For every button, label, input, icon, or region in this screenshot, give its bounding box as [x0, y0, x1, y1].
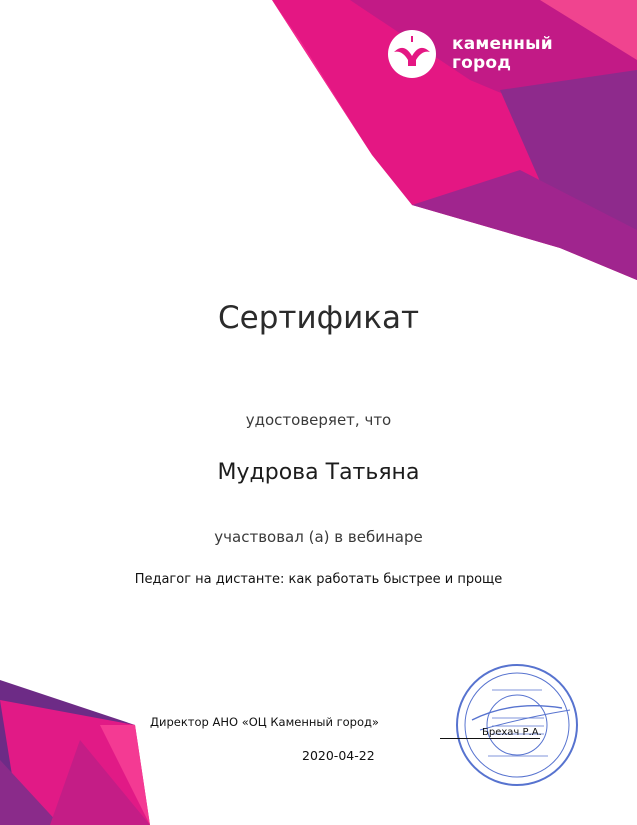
signer-name: Брехач Р.А. [482, 727, 542, 738]
company-logo [386, 26, 576, 86]
certifies-text: удостоверяет, что [245, 411, 392, 429]
director-label: Директор АНО «ОЦ Каменный город» [150, 715, 379, 729]
logo-line-1: каменный [452, 34, 553, 54]
logo-icon [386, 26, 442, 82]
logo-wordmark [452, 35, 553, 73]
signature-line [440, 738, 540, 739]
participation-text: участвовал (а) в вебинаре [214, 528, 423, 546]
official-stamp [452, 660, 582, 790]
recipient-name: Мудрова Татьяна [217, 460, 420, 485]
certificate-title: Сертификат [217, 300, 420, 336]
logo-line-2: город [452, 53, 512, 73]
issue-date: 2020-04-22 [302, 748, 375, 763]
webinar-title: Педагог на дистанте: как работать быстрее и проще [134, 572, 503, 587]
